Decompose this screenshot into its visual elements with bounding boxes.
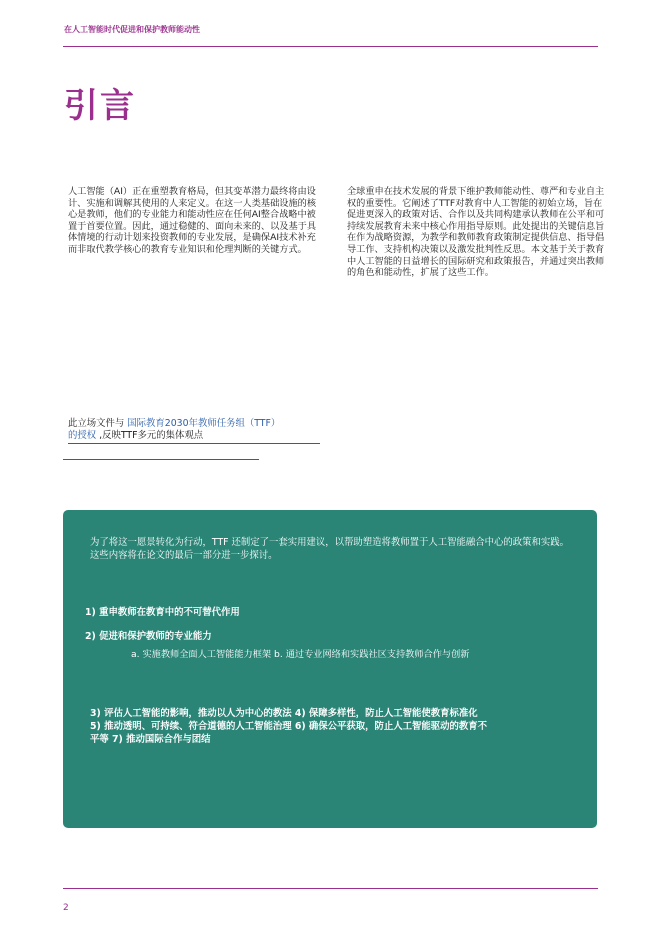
body-column-right: 全球重申在技术发展的背景下维护教师能动性、尊严和专业自主权的重要性。它阐述了TTF对教育中人工智能的初始立场，旨在促进更深入的政策对话、合作以及共同构建承认教师在公平和可持续发展教育未来中核心作用指导原则。此处提出的关键信息旨在作为战略资源，为教学和教师教育政策制定提供信息、指导倡导工作、支持机构决策以及激发批判性反思。本文基于关于教育中人工智能的日益增长的国际研究和政策报告，并通过突出教师的角色和能动性，扩展了这些工作。 — [347, 186, 605, 279]
position-note — [68, 418, 323, 442]
position-note-underline — [68, 443, 320, 444]
page-number: 2 — [63, 903, 69, 913]
section-title: 引言 — [64, 86, 136, 126]
recommendation-2-subitems: a. 实施教师全面人工智能能力框架 b. 通过专业网络和实践社区支持教师合作与创新 — [131, 649, 470, 660]
ttf-link-line2: 的授权 — [68, 430, 97, 441]
position-note-rule — [63, 459, 259, 460]
recommendations-3-to-7: 3) 评估人工智能的影响，推动以人为中心的教法 4) 保障多样性，防止人工智能使教育标准化 5) 推动透明、可持续、符合道德的人工智能治理 6) 确保公平获取，防止人工智能驱动的教育不平等 7) 推动国际合作与团结 — [90, 708, 488, 745]
recommendation-1: 1) 重申教师在教育中的不可替代作用 — [85, 607, 240, 618]
header-rule — [63, 46, 598, 47]
footer-rule — [63, 888, 598, 889]
running-header: 在人工智能时代促进和保护教师能动性 — [64, 25, 200, 34]
body-column-left: 人工智能（AI）正在重塑教育格局，但其变革潜力最终将由设计、实施和调解其使用的人来定义。在这一人类基础设施的核心是教师，他们的专业能力和能动性应在任何AI整合战略中被置于首要位置。因此，通过稳健的、面向未来的、以及基于具体情境的行动计划来投资教师的专业发展，是确保AI技术补充而非取代教学核心的教育专业知识和伦理判断的关键方式。 — [68, 186, 317, 255]
position-note-prefix: 此立场文件与 — [68, 418, 128, 429]
recommendations-box — [63, 510, 597, 828]
recommendations-intro: 为了将这一愿景转化为行动，TTF 还制定了一套实用建议，以帮助塑造将教师置于人工智能融合中心的政策和实践。这些内容将在论文的最后一部分进一步探讨。 — [90, 537, 570, 561]
recommendation-2: 2) 促进和保护教师的专业能力 — [85, 631, 212, 642]
ttf-link-line1: 国际教育2030年教师任务组（TTF） — [127, 418, 281, 429]
position-note-suffix: ,反映TTF多元的集体观点 — [96, 430, 204, 441]
